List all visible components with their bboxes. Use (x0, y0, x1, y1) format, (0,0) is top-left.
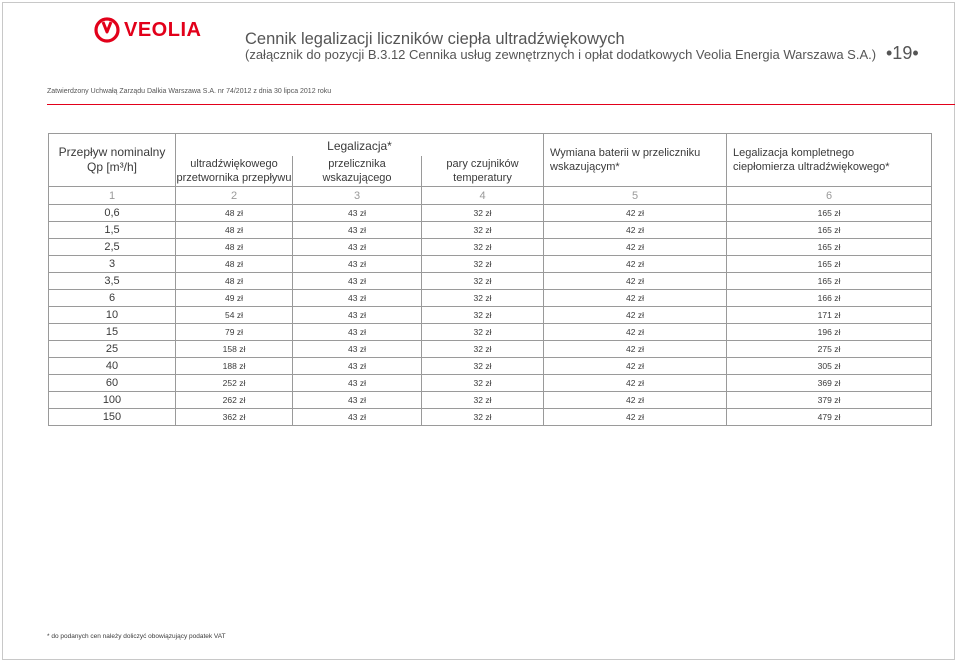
header-row-1 (49, 134, 932, 157)
price-cell: 42 zł (544, 409, 727, 426)
flow-header-line1: Przepływ nominalny (58, 145, 166, 159)
battery-column-header (544, 134, 727, 187)
price-cell: 32 zł (422, 290, 544, 307)
price-cell: 275 zł (727, 341, 932, 358)
price-table (48, 133, 932, 426)
complete-legalization-column-header (727, 134, 932, 187)
veolia-logo-icon (94, 17, 120, 43)
price-cell: 42 zł (544, 290, 727, 307)
price-cell: 32 zł (422, 239, 544, 256)
table-row (49, 273, 932, 290)
price-cell: 42 zł (544, 392, 727, 409)
flow-column-header (49, 134, 176, 187)
flow-cell: 3 (49, 256, 176, 273)
vat-footnote: * do podanych cen należy doliczyć obowiązujący podatek VAT (47, 633, 226, 640)
price-cell: 43 zł (293, 341, 422, 358)
transducer-column-header (176, 156, 293, 187)
flow-cell: 150 (49, 409, 176, 426)
column-number: 5 (544, 187, 727, 205)
price-cell: 188 zł (176, 358, 293, 375)
table-row (49, 409, 932, 426)
price-cell: 43 zł (293, 222, 422, 239)
flow-cell: 100 (49, 392, 176, 409)
price-cell: 43 zł (293, 392, 422, 409)
price-cell: 42 zł (544, 239, 727, 256)
table-row (49, 375, 932, 392)
price-cell: 42 zł (544, 358, 727, 375)
veolia-logo (94, 17, 201, 43)
price-cell: 362 zł (176, 409, 293, 426)
price-cell: 48 zł (176, 222, 293, 239)
price-cell: 43 zł (293, 273, 422, 290)
sensors-column-header (422, 156, 544, 187)
price-cell: 54 zł (176, 307, 293, 324)
flow-cell: 0,6 (49, 205, 176, 222)
table-row (49, 205, 932, 222)
column-number: 3 (293, 187, 422, 205)
complete-header-line1: Legalizacja kompletnego (733, 147, 855, 159)
header-divider (47, 104, 955, 105)
price-cell: 165 zł (727, 256, 932, 273)
price-cell: 43 zł (293, 239, 422, 256)
price-cell: 42 zł (544, 375, 727, 392)
price-cell: 42 zł (544, 273, 727, 290)
sensors-header-line1: pary czujników (446, 158, 519, 170)
table-row (49, 392, 932, 409)
price-cell: 479 zł (727, 409, 932, 426)
price-cell: 171 zł (727, 307, 932, 324)
price-cell: 165 zł (727, 239, 932, 256)
battery-header-line2: wskazującym* (550, 161, 620, 173)
sensors-header-line2: temperatury (453, 172, 512, 184)
table-row (49, 358, 932, 375)
price-cell: 42 zł (544, 341, 727, 358)
price-cell: 32 zł (422, 205, 544, 222)
legalization-group-header (176, 134, 544, 157)
flow-cell: 6 (49, 290, 176, 307)
column-number: 2 (176, 187, 293, 205)
price-cell: 32 zł (422, 358, 544, 375)
flow-cell: 15 (49, 324, 176, 341)
flow-cell: 40 (49, 358, 176, 375)
flow-cell: 1,5 (49, 222, 176, 239)
flow-cell: 3,5 (49, 273, 176, 290)
price-cell: 42 zł (544, 307, 727, 324)
calculator-column-header (293, 156, 422, 187)
price-cell: 49 zł (176, 290, 293, 307)
price-cell: 43 zł (293, 256, 422, 273)
price-cell: 48 zł (176, 239, 293, 256)
price-cell: 48 zł (176, 256, 293, 273)
legalization-group-label: Legalizacja* (327, 139, 392, 153)
table-row (49, 256, 932, 273)
table-row (49, 239, 932, 256)
price-cell: 48 zł (176, 205, 293, 222)
price-cell: 43 zł (293, 409, 422, 426)
price-cell: 262 zł (176, 392, 293, 409)
price-cell: 32 zł (422, 392, 544, 409)
transducer-header-line1: ultradźwiękowego (190, 158, 278, 170)
veolia-logo-text: VEOLIA (124, 18, 202, 41)
price-cell: 252 zł (176, 375, 293, 392)
price-cell: 42 zł (544, 256, 727, 273)
transducer-header-line2: przetwornika przepływu (176, 172, 292, 184)
table-row (49, 307, 932, 324)
price-cell: 32 zł (422, 409, 544, 426)
price-cell: 42 zł (544, 324, 727, 341)
price-cell: 158 zł (176, 341, 293, 358)
price-table-body (49, 205, 932, 426)
price-cell: 165 zł (727, 205, 932, 222)
complete-header-line2: ciepłomierza ultradźwiękowego* (733, 161, 890, 173)
price-cell: 43 zł (293, 205, 422, 222)
price-cell: 43 zł (293, 324, 422, 341)
price-cell: 379 zł (727, 392, 932, 409)
battery-header-line1: Wymiana baterii w przeliczniku (550, 147, 701, 159)
price-cell: 43 zł (293, 375, 422, 392)
price-cell: 32 zł (422, 256, 544, 273)
flow-header-line2: Qp [m³/h] (86, 160, 137, 174)
price-cell: 43 zł (293, 307, 422, 324)
price-cell: 42 zł (544, 205, 727, 222)
flow-cell: 2,5 (49, 239, 176, 256)
price-cell: 165 zł (727, 273, 932, 290)
price-cell: 42 zł (544, 222, 727, 239)
column-number: 4 (422, 187, 544, 205)
page-title: Cennik legalizacji liczników ciepła ultradźwiękowych (245, 30, 625, 48)
table-row (49, 222, 932, 239)
price-cell: 43 zł (293, 290, 422, 307)
table-row (49, 324, 932, 341)
calculator-header-text: przelicznika wskazującego (322, 158, 392, 184)
price-cell: 166 zł (727, 290, 932, 307)
page-number: •19• (886, 43, 919, 63)
price-cell: 48 zł (176, 273, 293, 290)
price-cell: 32 zł (422, 341, 544, 358)
price-cell: 32 zł (422, 273, 544, 290)
flow-cell: 25 (49, 341, 176, 358)
price-cell: 32 zł (422, 307, 544, 324)
column-number: 1 (49, 187, 176, 205)
price-cell: 196 zł (727, 324, 932, 341)
price-cell: 32 zł (422, 375, 544, 392)
price-cell: 165 zł (727, 222, 932, 239)
page-subtitle: (załącznik do pozycji B.3.12 Cennika usług zewnętrznych i opłat dodatkowych Veolia Energia Warszawa S.A.) (245, 47, 877, 62)
flow-cell: 10 (49, 307, 176, 324)
price-cell: 369 zł (727, 375, 932, 392)
table-row (49, 290, 932, 307)
table-row (49, 341, 932, 358)
price-cell: 32 zł (422, 222, 544, 239)
approval-note: Zatwierdzony Uchwałą Zarządu Dalkia Warszawa S.A. nr 74/2012 z dnia 30 lipca 2012 roku (47, 88, 332, 95)
price-cell: 32 zł (422, 324, 544, 341)
price-cell: 43 zł (293, 358, 422, 375)
price-cell: 79 zł (176, 324, 293, 341)
price-cell: 305 zł (727, 358, 932, 375)
flow-cell: 60 (49, 375, 176, 392)
column-number: 6 (727, 187, 932, 205)
column-number-row (49, 187, 932, 205)
